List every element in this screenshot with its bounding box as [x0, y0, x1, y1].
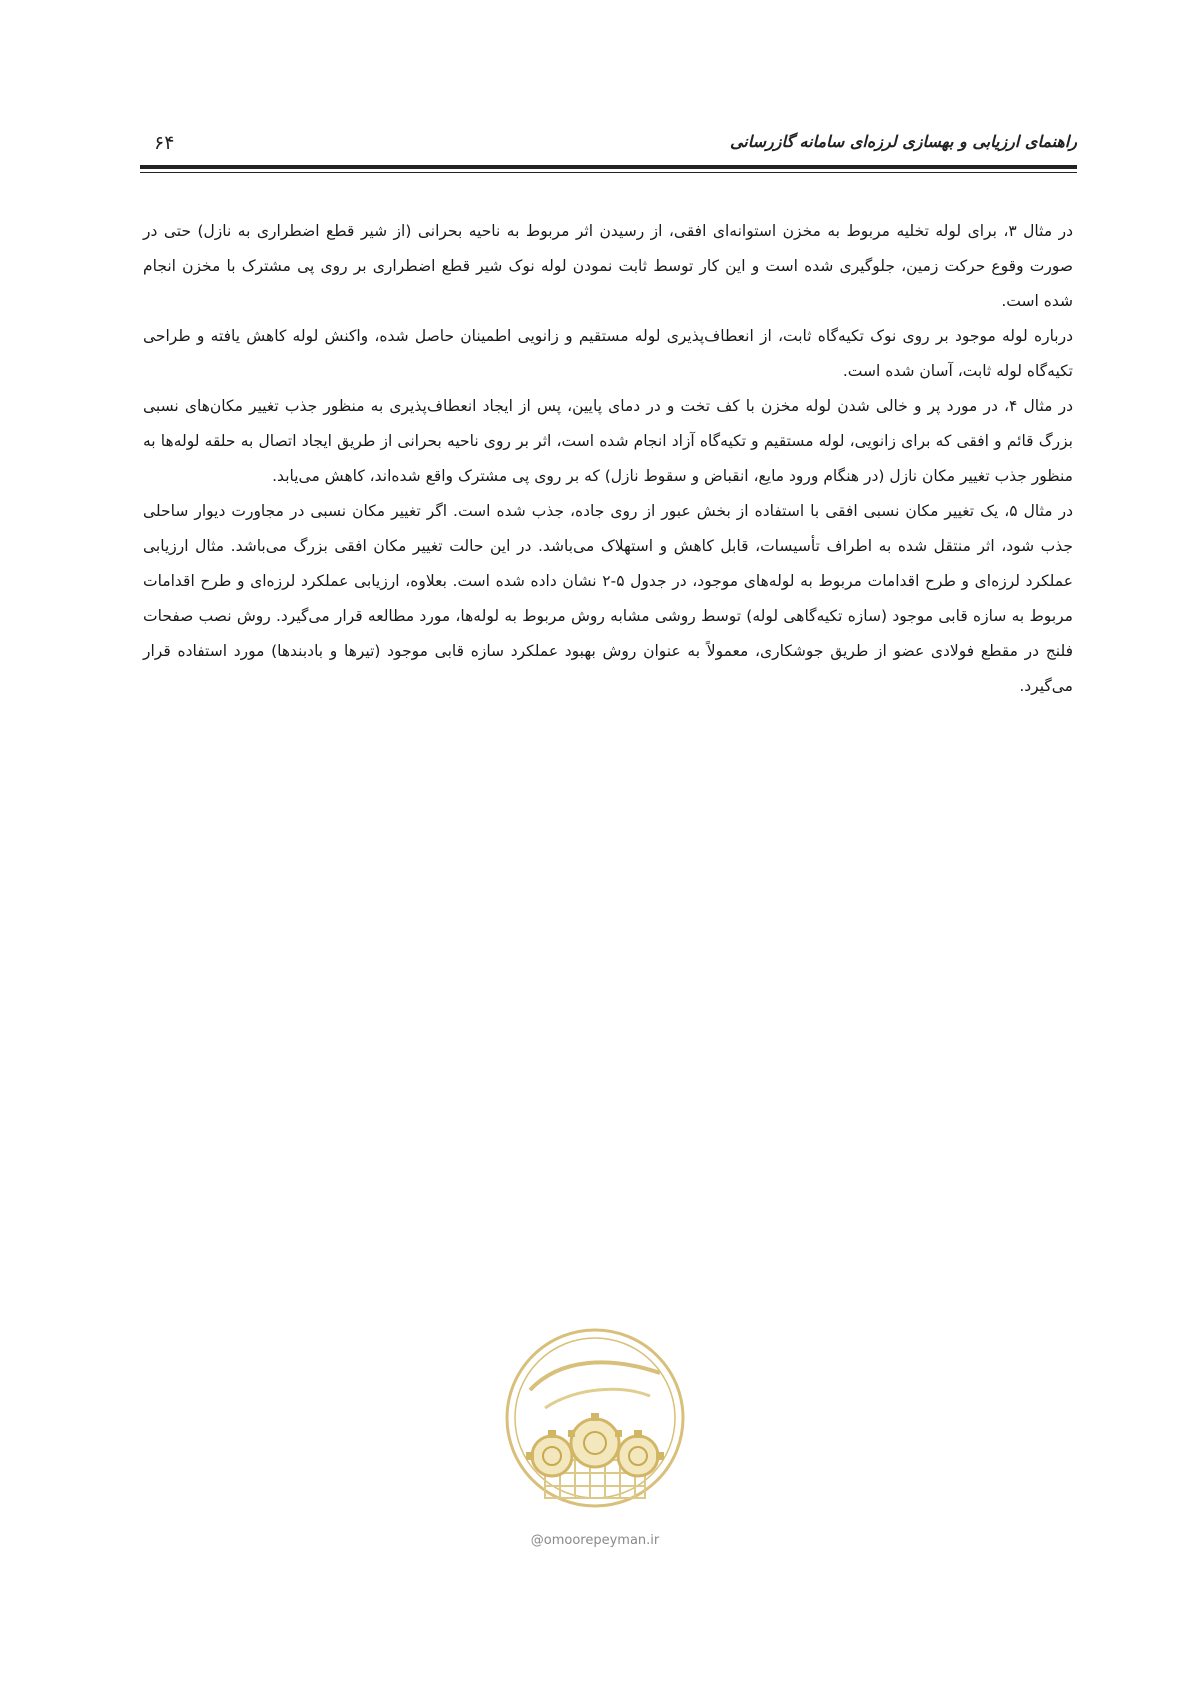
body-text — [143, 214, 1073, 704]
paragraph: درباره لوله موجود بر روی نوک تکیه‌گاه ثابت، از انعطاف‌پذیری لوله مستقیم و زانویی اطمینان حاصل شده، واکنش لوله کاهش یافته و طراحی تکیه‌گاه لوله ثابت، آسان شده است. — [143, 327, 1073, 380]
running-title: راهنمای ارزیابی و بهسازی لرزه‌ای سامانه گازرسانی — [729, 132, 1077, 151]
watermark-logo — [490, 1318, 700, 1528]
paragraph: در مثال ۴، در مورد پر و خالی شدن لوله مخزن با کف تخت و در دمای پایین، پس از ایجاد انعطاف‌پذیری به منظور جذب تغییر مکان‌های نسبی بزرگ قائم و افقی که برای زانویی، لوله مستقیم و تکیه‌گاه آزاد انجام شده است، اثر بر روی ناحیه بحرانی از طریق ایجاد اتصال به حلقه لوله‌ها به منظور جذب تغییر مکان نازل (در هنگام ورود مایع، انقباض و سقوط نازل) که بر روی پی مشترک واقع شده‌اند، کاهش می‌یابد. — [143, 397, 1073, 485]
paragraph: در مثال ۳، برای لوله تخلیه مربوط به مخزن استوانه‌ای افقی، از رسیدن اثر مربوط به ناحیه بحرانی (از شیر قطع اضطراری به نازل) حتی در صورت وقوع حرکت زمین، جلوگیری شده است و این کار توسط ثابت نمودن لوله نوک شیر قطع اضطراری بر روی پی مشترک با مخزن انجام شده است. — [143, 222, 1073, 310]
header-rule-thin — [140, 172, 1077, 173]
watermark-url: @omoorepeyman.ir — [530, 1533, 660, 1548]
page-header — [140, 126, 1077, 166]
omoorepeyman-logo-icon — [490, 1318, 700, 1528]
paragraph: در مثال ۵، یک تغییر مکان نسبی افقی با استفاده از بخش عبور از روی جاده، جذب شده است. اگر تغییر مکان نسبی در مجاورت دیوار ساحلی جذب شود، اثر منتقل شده به اطراف تأسیسات، قابل کاهش و استهلاک می‌باشد. در این حالت تغییر مکان افقی بزرگ می‌باشد. مثال ارزیابی عملکرد لرزه‌ای و طرح اقدامات مربوط به لوله‌های موجود، در جدول ۵-۲ نشان داده شده است. بعلاوه، ارزیابی عملکرد لرزه‌ای و طرح اقدامات مربوط به سازه قابی موجود (سازه تکیه‌گاهی لوله) توسط روشی مشابه روش مربوط به لوله‌ها، مورد مطالعه قرار می‌گیرد. روش نصب صفحات فلنج در مقطع فولادی عضو از طریق جوشکاری، معمولاً به عنوان روش بهبود عملکرد سازه قابی موجود (تیرها و بادبندها) مورد استفاده قرار می‌گیرد. — [143, 502, 1073, 695]
page-number: ۶۴ — [154, 132, 175, 154]
header-rule-thick — [140, 165, 1077, 169]
